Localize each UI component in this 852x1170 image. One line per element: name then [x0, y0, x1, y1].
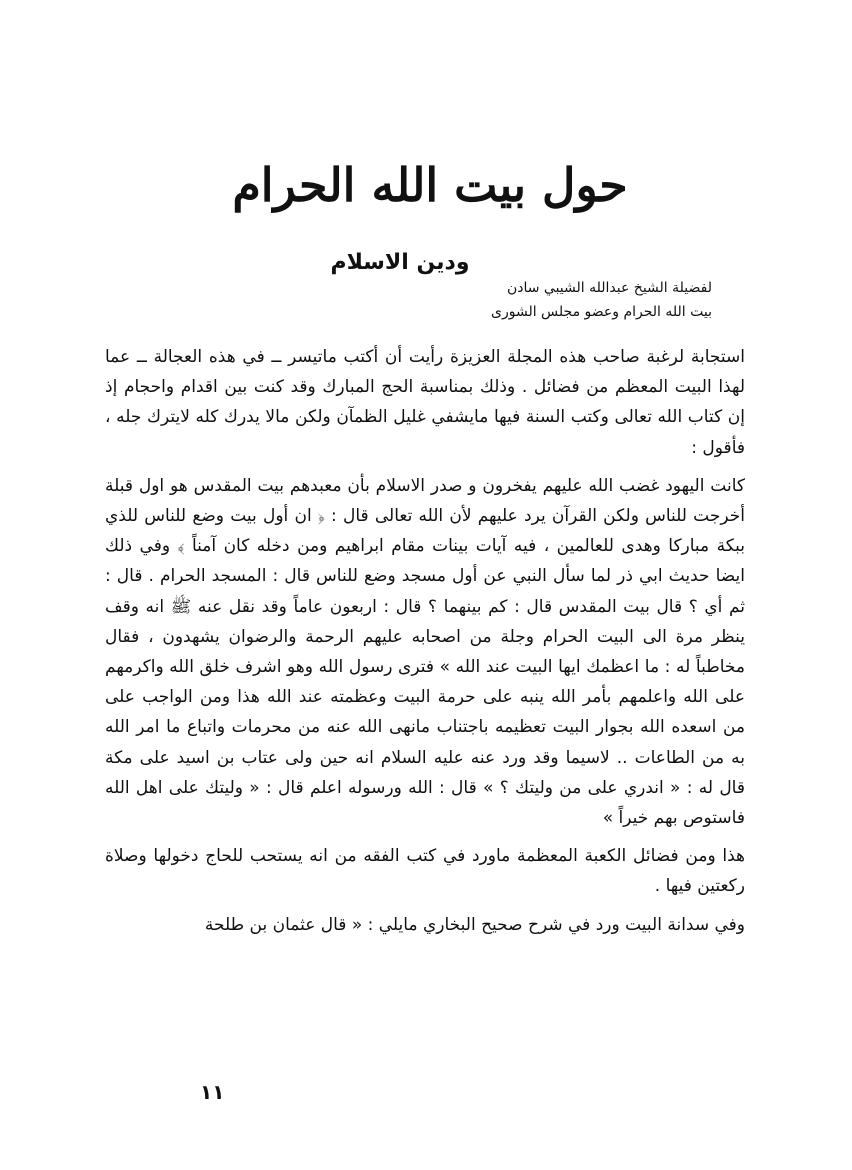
author-line: لفضيلة الشيخ عبدالله الشيبي سادن [506, 280, 712, 296]
author-line: بيت الله الحرام وعضو مجلس الشورى [491, 304, 712, 320]
article-body [105, 342, 745, 940]
paragraph: هذا ومن فضائل الكعبة المعظمة ماورد في كتب الفقه من انه يستحب للحاج دخولها وصلاة ركعتين فيها . [105, 846, 745, 897]
page-title: حول بيت الله الحرام [232, 158, 628, 212]
author-byline [491, 276, 712, 324]
paragraph: كانت اليهود غضب الله عليهم يفخرون و صدر الاسلام بأن معبدهم بيت المقدس هو اول قبلة أخرجت للناس ولكن القرآن يرد عليهم لأن الله تعالى قال : ﴿ ان أول بيت وضع للناس للذي ببكة مباركا وهدى للعالمين ، فيه آيات بينات مقام ابراهيم ومن دخله كان آمناً ﴾ وفي ذلك ايضا حديث ابي ذر لما سأل النبي عن أول مسجد وضع للناس قال : المسجد الحرام . قال : ثم أي ؟ قال بيت المقدس قال : كم بينهما ؟ قال : اربعون عاماً وقد نقل عنه ﷺ انه وقف ينظر مرة الى البيت الحرام وجلة من اصحابه عليهم الرحمة والرضوان يشهدون ، فقال مخاطباً له : ما اعظمك ايها البيت عند الله » فترى رسول الله وهو اشرف خلق الله واكرمهم على الله واعلمهم بأمر الله ينبه على حرمة البيت وعظمته عند الله هذا ومن الواجب على من اسعده الله بجوار البيت تعظيمه باجتناب مانهى الله عنه من محرمات واتباع ما امر الله به من الطاعات .. لاسيما وقد ورد عنه عليه السلام انه حين ولى عتاب بن اسيد على مكة قال له : « اندري على من وليتك ؟ » قال : الله ورسوله اعلم قال : « وليتك على اهل الله فاستوص بهم خيراً » [105, 475, 745, 829]
page-subtitle: ودين الاسلام [330, 250, 470, 275]
page-number: ١١ [200, 1080, 225, 1104]
paragraph: وفي سدانة البيت ورد في شرح صحيح البخاري مايلي : « قال عثمان بن طلحة [204, 914, 745, 935]
paragraph: استجابة لرغبة صاحب هذه المجلة العزيزة رأيت أن أكتب ماتيسر ــ في هذه العجالة ــ عما لهذا البيت المعظم من فضائل . وذلك بمناسبة الحج المبارك وقد كنت بين اقدام واحجام إذ إن كتاب الله تعالى وكتب السنة فيها مايشفي غليل الظمآن ولكن مالا يدرك كله لايترك جله ، فأقول : [105, 347, 745, 458]
